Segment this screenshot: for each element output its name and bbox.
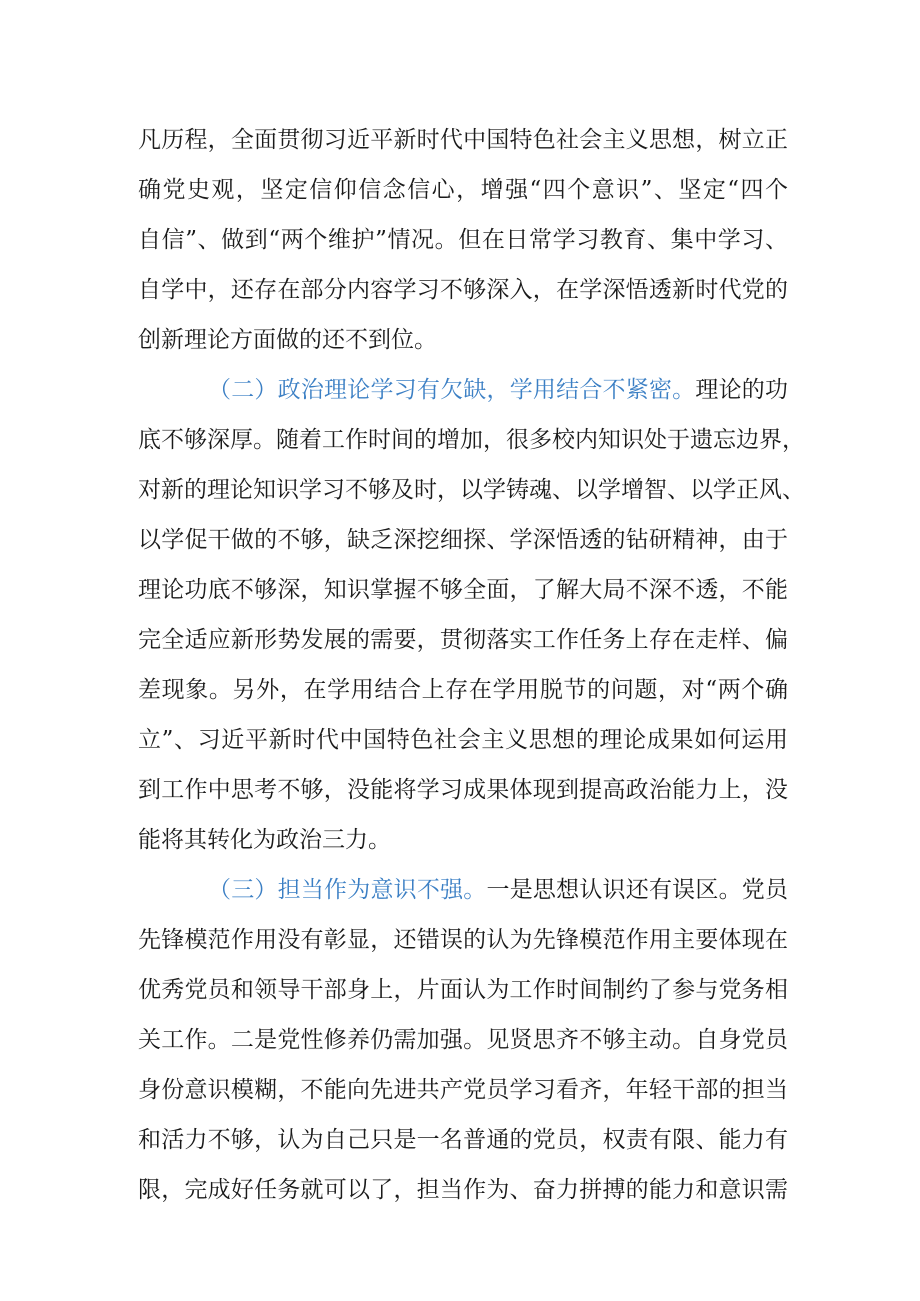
intro-line-1: 凡历程，全面贯彻习近平新时代中国特色社会主义思想，树立正 (138, 127, 788, 153)
section3-line: 身份意识模糊，不能向先进共产党员学习看齐，年轻干部的担当 (138, 1077, 788, 1103)
section3-line: 先锋模范作用没有彰显，还错误的认为先锋模范作用主要体现在 (138, 927, 788, 953)
section2-heading: （二）政治理论学习有欠缺，学用结合不紧密。 (208, 377, 696, 403)
section2-first-line-text: 理论的功 (695, 377, 789, 403)
section2-line: 完全适应新形势发展的需要，贯彻落实工作任务上存在走样、偏 (138, 627, 788, 653)
section2-line: 立”、习近平新时代中国特色社会主义思想的理论成果如何运用 (138, 727, 788, 753)
section2-line: 底不够深厚。随着工作时间的增加，很多校内知识处于遗忘边界， (138, 427, 805, 453)
section3-line: 优秀党员和领导干部身上，片面认为工作时间制约了参与党务相 (138, 977, 788, 1003)
section2-line: 到工作中思考不够，没能将学习成果体现到提高政治能力上，没 (138, 777, 788, 803)
section2-line: 差现象。另外，在学用结合上存在学用脱节的问题，对“两个确 (138, 677, 788, 703)
intro-line-2: 确党史观，坚定信仰信念信心，增强“四个意识”、坚定“四个 (138, 177, 788, 203)
section3-line: 关工作。二是党性修养仍需加强。见贤思齐不够主动。自身党员 (138, 1027, 788, 1053)
section2-line: 以学促干做的不够，缺乏深挖细探、学深悟透的钻研精神，由于 (138, 527, 788, 553)
section2-line: 理论功底不够深，知识掌握不够全面，了解大局不深不透，不能 (138, 577, 788, 603)
section2-line: 能将其转化为政治三力。 (138, 827, 391, 853)
section3-first-line (208, 870, 788, 910)
intro-line-3: 自信”、做到“两个维护”情况。但在日常学习教育、集中学习、 (138, 227, 788, 253)
section2-first-line (208, 370, 788, 410)
intro-line-5: 创新理论方面做的还不到位。 (138, 327, 437, 353)
section3-heading: （三）担当作为意识不强。 (208, 877, 487, 903)
section3-line: 限，完成好任务就可以了，担当作为、奋力拼搏的能力和意识需 (138, 1177, 788, 1203)
section3-line: 和活力不够，认为自己只是一名普通的党员，权责有限、能力有 (138, 1127, 788, 1153)
intro-line-4: 自学中，还存在部分内容学习不够深入，在学深悟透新时代党的 (138, 277, 788, 303)
section2-line: 对新的理论知识学习不够及时，以学铸魂、以学增智、以学正风、 (138, 477, 805, 503)
section3-first-line-text: 一是思想认识还有误区。党员 (486, 877, 789, 903)
